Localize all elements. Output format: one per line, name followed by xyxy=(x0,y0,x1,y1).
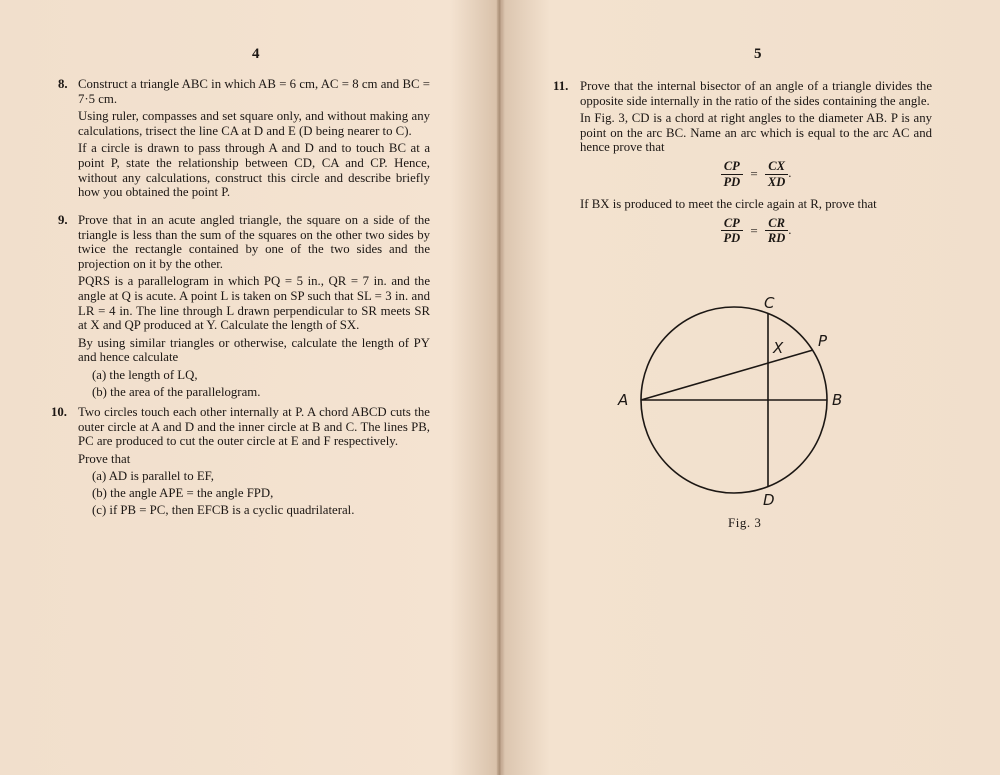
page-number-left: 4 xyxy=(252,46,260,62)
question-8 xyxy=(58,77,430,203)
question-paragraph: By using similar triangles or otherwise, calculate the length of PY and hence calculate xyxy=(78,335,430,365)
fraction: $\frac{CR}{RD}$ xyxy=(765,216,788,246)
question-paragraph: In Fig. 3, CD is a chord at right angles to the diameter AB. P is any point on the arc BC. Name an arc which is equal to the arc AC and hence prove that xyxy=(580,111,932,155)
question-9 xyxy=(58,213,430,401)
question-paragraph: Prove that xyxy=(78,451,131,466)
left-page xyxy=(0,0,498,775)
question-paragraph: PQRS is a parallelogram in which PQ = 5 in., QR = 7 in. and the angle at Q is acute. A point L is taken on SP such that SL = 3 in. and LR = 4 in. The line through L drawn perpendicular to SR meets SR at X and QP produced at Y. Calculate the length of SX. xyxy=(78,274,430,333)
question-subpart: (b) the angle APE = the angle FPD, xyxy=(92,485,274,500)
equation-2 xyxy=(580,216,932,246)
fraction: $\frac{CP}{PD}$ xyxy=(721,216,744,246)
label-B: B xyxy=(832,391,843,409)
equals-sign: = xyxy=(750,165,758,181)
full-stop: . xyxy=(788,166,792,180)
question-10 xyxy=(51,405,430,519)
equals-sign: = xyxy=(750,222,758,238)
question-paragraph: Using ruler, compasses and set square only, and without making any calculations, trisect the line CA at D and E (D being nearer to C). xyxy=(78,109,430,138)
fraction: $\frac{CX}{XD}$ xyxy=(765,159,788,189)
page-number-right: 5 xyxy=(754,46,762,62)
fraction: $\frac{CP}{PD}$ xyxy=(721,159,744,189)
label-D: D xyxy=(763,491,775,509)
question-subpart: (b) the area of the parallelogram. xyxy=(92,384,261,399)
question-paragraph: Construct a triangle ABC in which AB = 6 cm, AC = 8 cm and BC = 7·5 cm. xyxy=(78,77,430,106)
label-P: P xyxy=(818,332,828,350)
equation-1 xyxy=(580,159,932,189)
question-subpart: (a) AD is parallel to EF, xyxy=(92,469,214,484)
label-C: C xyxy=(764,294,775,312)
question-number: 10. xyxy=(51,405,67,419)
label-X: X xyxy=(773,339,784,357)
figure-3-diagram xyxy=(610,292,870,512)
question-number: 8. xyxy=(58,77,68,91)
question-number: 11. xyxy=(553,79,569,93)
question-paragraph: Prove that the internal bisector of an angle of a triangle divides the opposite side internally in the ratio of the sides containing the angle. xyxy=(580,79,932,108)
question-paragraph: If a circle is drawn to pass through A and D and to touch BC at a point P, state the relationship between CD, CA and CP. Hence, without any calculations, construct this circle and describe briefly how you obtained the point P. xyxy=(78,141,430,200)
question-subpart: (c) if PB = PC, then EFCB is a cyclic quadrilateral. xyxy=(92,502,355,517)
full-stop: . xyxy=(788,222,792,237)
question-paragraph: If BX is produced to meet the circle again at R, prove that xyxy=(580,197,877,212)
question-11 xyxy=(553,79,932,254)
chord-AP xyxy=(641,350,813,400)
question-paragraph: Prove that in an acute angled triangle, the square on a side of the triangle is less than the sum of the squares on the other two sides by twice the rectangle contained by one of the two sides and the projection on it by the other. xyxy=(78,213,430,271)
question-paragraph: Two circles touch each other internally at P. A chord ABCD cuts the outer circle at A and D and the inner circle at B and C. The lines PB, PC are produced to cut the outer circle at E and F respectively. xyxy=(78,405,430,449)
label-A: A xyxy=(618,391,629,409)
question-subpart: (a) the length of LQ, xyxy=(92,367,198,382)
question-number: 9. xyxy=(58,213,68,227)
figure-caption: Fig. 3 xyxy=(728,515,762,530)
